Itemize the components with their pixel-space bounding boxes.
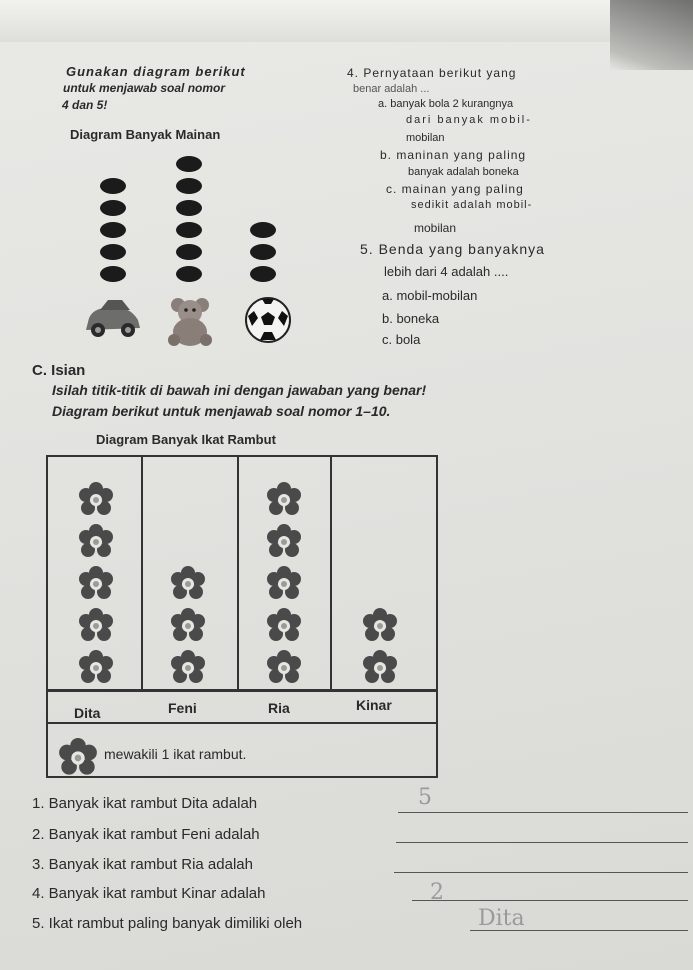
- toy-dot: [176, 222, 202, 238]
- q4-option-c-1: c. mainan yang paling: [386, 182, 524, 196]
- q5-option-a: a. mobil-mobilan: [382, 288, 478, 303]
- toy-dot: [100, 244, 126, 260]
- instruction-line-2: untuk menjawab soal nomor: [63, 81, 226, 95]
- instruction-line-1: Gunakan diagram berikut: [66, 64, 246, 79]
- hair-tie-icon: [266, 650, 302, 686]
- toy-dot: [176, 244, 202, 260]
- hair-tie-icon: [78, 482, 114, 518]
- q4-option-a-3: mobilan: [406, 132, 445, 144]
- handwritten-answer-4: 2: [430, 880, 444, 905]
- question-5: 5. Ikat rambut paling banyak dimiliki oleh: [32, 915, 303, 932]
- toy-dot: [176, 200, 202, 216]
- hair-tie-icon: [266, 566, 302, 602]
- toy-dot: [100, 178, 126, 194]
- hair-tie-icon: [78, 650, 114, 686]
- q5-stem-2: lebih dari 4 adalah ....: [384, 264, 509, 279]
- hair-tie-icon: [362, 608, 398, 644]
- q4-stem-2: benar adalah ...: [353, 83, 430, 95]
- handwritten-answer-1: 5: [418, 785, 432, 810]
- toy-dot: [176, 156, 202, 172]
- question-1: 1. Banyak ikat rambut Dita adalah: [32, 795, 258, 812]
- section-subinstruction: Diagram berikut untuk menjawab soal nomor 1–10.: [52, 403, 391, 419]
- hair-tie-icon: [266, 608, 302, 644]
- answer-line-4[interactable]: [412, 900, 688, 901]
- hair-tie-icon: [78, 608, 114, 644]
- q4-option-b-1: b. maninan yang paling: [380, 148, 527, 162]
- toy-dot: [176, 266, 202, 282]
- toy-dot: [100, 200, 126, 216]
- name-ria: Ria: [268, 700, 290, 716]
- hair-tie-icon: [170, 566, 206, 602]
- grid-divider-3: [330, 455, 332, 691]
- hair-chart-title: Diagram Banyak Ikat Rambut: [96, 432, 276, 447]
- q4-option-c-2: sedikit adalah mobil-: [411, 199, 533, 211]
- q4-option-a-2: dari banyak mobil-: [406, 114, 532, 126]
- legend-text: mewakili 1 ikat rambut.: [104, 746, 247, 762]
- toy-dot: [100, 222, 126, 238]
- answer-line-3[interactable]: [394, 872, 688, 873]
- section-instruction: Isilah titik-titik di bawah ini dengan jawaban yang benar!: [52, 382, 427, 398]
- question-2: 2. Banyak ikat rambut Feni adalah: [32, 826, 260, 843]
- toy-dot: [100, 266, 126, 282]
- toy-dot: [250, 266, 276, 282]
- teddy-bear-icon: [164, 296, 216, 348]
- grid-divider-2: [237, 455, 239, 691]
- hair-tie-icon: [170, 650, 206, 686]
- handwritten-answer-5: Dita: [478, 906, 525, 931]
- q5-stem: 5. Benda yang banyaknya: [360, 241, 545, 257]
- name-dita: Dita: [74, 705, 101, 721]
- q4-option-a-1: a. banyak bola 2 kurangnya: [378, 98, 514, 110]
- toy-dot: [250, 222, 276, 238]
- page-corner-shadow: [610, 0, 693, 70]
- name-feni: Feni: [168, 700, 197, 716]
- q4-option-b-2: banyak adalah boneka: [408, 166, 519, 178]
- q4-option-c-3: mobilan: [414, 221, 457, 235]
- hair-tie-icon: [266, 482, 302, 518]
- grid-divider-1: [141, 455, 143, 691]
- page-top-edge: [0, 0, 693, 42]
- toy-diagram-title: Diagram Banyak Mainan: [70, 127, 221, 142]
- soccer-ball-icon: [244, 296, 292, 344]
- answer-line-2[interactable]: [396, 842, 688, 843]
- toy-car-icon: [82, 292, 144, 342]
- section-title: C. Isian: [32, 362, 86, 379]
- hair-tie-icon: [78, 566, 114, 602]
- instruction-line-3: 4 dan 5!: [62, 98, 108, 112]
- hair-tie-icon: [78, 524, 114, 560]
- hair-tie-icon: [266, 524, 302, 560]
- q4-stem: 4. Pernyataan berikut yang: [347, 66, 517, 80]
- toy-dot: [176, 178, 202, 194]
- toy-dot: [250, 244, 276, 260]
- question-3: 3. Banyak ikat rambut Ria adalah: [32, 856, 253, 873]
- question-4: 4. Banyak ikat rambut Kinar adalah: [32, 885, 266, 902]
- answer-line-1[interactable]: [398, 812, 688, 813]
- hair-tie-icon: [58, 738, 98, 778]
- hair-tie-icon: [362, 650, 398, 686]
- hair-tie-icon: [170, 608, 206, 644]
- q5-option-b: b. boneka: [382, 311, 440, 326]
- q5-option-c: c. bola: [382, 332, 421, 347]
- name-kinar: Kinar: [356, 697, 392, 713]
